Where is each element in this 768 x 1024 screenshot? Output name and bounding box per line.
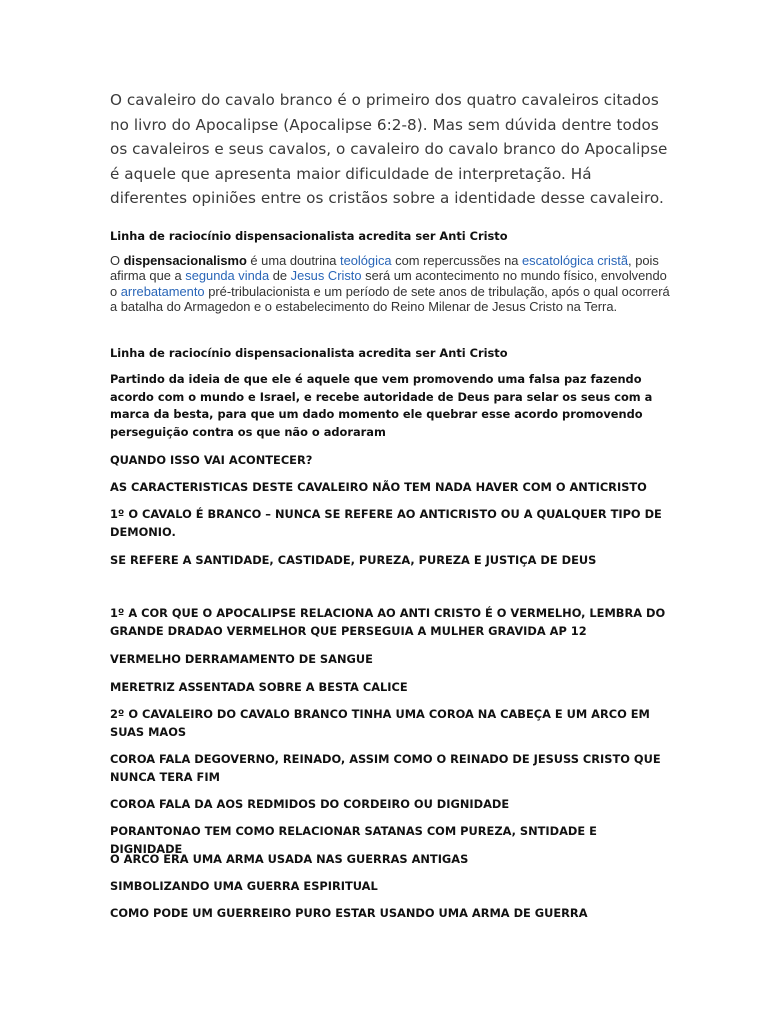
wiki-text: de bbox=[269, 268, 291, 284]
link-jesus-cristo[interactable]: Jesus Cristo bbox=[290, 268, 362, 284]
text-line-10: COROA FALA DEGOVERNO, REINADO, ASSIM COMO O REINADO DE JESUSS CRISTO QUE NUNCA TERA FIM bbox=[110, 752, 661, 784]
text-line-14: SIMBOLIZANDO UMA GUERRA ESPIRITUAL bbox=[110, 879, 378, 893]
text-line-6: 1º A COR QUE O APOCALIPSE RELACIONA AO ANTI CRISTO É O VERMELHO, LEMBRA DO GRANDE DRADAO VERMELHOR QUE PERSEGUIA A MULHER GRAVIDA AP 12 bbox=[110, 606, 666, 638]
text-line-3: AS CARACTERISTICAS DESTE CAVALEIRO NÃO TEM NADA HAVER COM O ANTICRISTO bbox=[110, 480, 647, 494]
wiki-text: será um acontecimento no mundo físico, envolvendo o bbox=[110, 268, 667, 299]
link-teologica[interactable]: teológica bbox=[339, 253, 392, 268]
text-line-11: COROA FALA DA AOS REDMIDOS DO CORDEIRO OU DIGNIDADE bbox=[110, 797, 510, 811]
text-line-1: Partindo da ideia de que ele é aquele que vem promovendo uma falsa paz fazendo acordo com o mundo e Israel, e recebe autoridade de Deus para selar os seus com a marca da besta, para que um dado momento ele quebrar esse acordo promovendo perseguição contra os que não o adoraram bbox=[110, 372, 653, 439]
text-line-5: SE REFERE A SANTIDADE, CASTIDADE, PUREZA, PUREZA E JUSTIÇA DE DEUS bbox=[110, 553, 597, 567]
text-line-8: MERETRIZ ASSENTADA SOBRE A BESTA CALICE bbox=[110, 680, 408, 694]
link-escatologica-crista[interactable]: escatológica cristã bbox=[522, 253, 629, 268]
text-line-7: VERMELHO DERRAMAMENTO DE SANGUE bbox=[110, 652, 373, 666]
link-arrebatamento[interactable]: arrebatamento bbox=[120, 283, 205, 299]
link-segunda-vinda[interactable]: segunda vinda bbox=[185, 268, 270, 284]
wiki-text: , pois afirma que a bbox=[110, 253, 659, 284]
wiki-text: é uma doutrina bbox=[246, 253, 340, 268]
text-line-2: QUANDO ISSO VAI ACONTECER? bbox=[110, 453, 313, 467]
text-line-15: COMO PODE UM GUERREIRO PURO ESTAR USANDO UMA ARMA DE GUERRA bbox=[110, 906, 588, 920]
text-line-12: PORANTONAO TEM COMO RELACIONAR SATANAS COM PUREZA, SNTIDADE E DIGNIDADE bbox=[110, 824, 597, 856]
dispensationalism-paragraph bbox=[110, 253, 670, 314]
text-line-13: O ARCO ERA UMA ARMA USADA NAS GUERRAS ANTIGAS bbox=[110, 852, 469, 866]
intro-paragraph: O cavaleiro do cavalo branco é o primeiro dos quatro cavaleiros citados no livro do Apocalipse (Apocalipse 6:2-8). Mas sem dúvida dentre todos os cavaleiros e seus cavalos, o cavaleiro do cavalo branco do Apocalipse é aquele que apresenta maior dificuldade de interpretação. Há diferentes opiniões entre os cristãos sobre a identidade desse cavaleiro. bbox=[110, 91, 668, 208]
text-line-9: 2º O CAVALEIRO DO CAVALO BRANCO TINHA UMA COROA NA CABEÇA E UM ARCO EM SUAS MAOS bbox=[110, 707, 650, 739]
wiki-term: dispensacionalismo bbox=[123, 253, 247, 268]
text-line-4: 1º O CAVALO É BRANCO – NUNCA SE REFERE AO ANTICRISTO OU A QUALQUER TIPO DE DEMONIO. bbox=[110, 507, 662, 539]
section-heading-2: Linha de raciocínio dispensacionalista acredita ser Anti Cristo bbox=[110, 346, 508, 360]
wiki-text: O bbox=[110, 253, 124, 268]
wiki-text: com repercussões na bbox=[391, 253, 522, 268]
section-heading-1: Linha de raciocínio dispensacionalista acredita ser Anti Cristo bbox=[110, 229, 508, 243]
wiki-text: pré-tribulacionista e um período de sete anos de tribulação, após o qual ocorrerá a batalha do Armagedon e o estabelecimento do Reino Milenar de Jesus Cristo na Terra. bbox=[110, 283, 670, 314]
